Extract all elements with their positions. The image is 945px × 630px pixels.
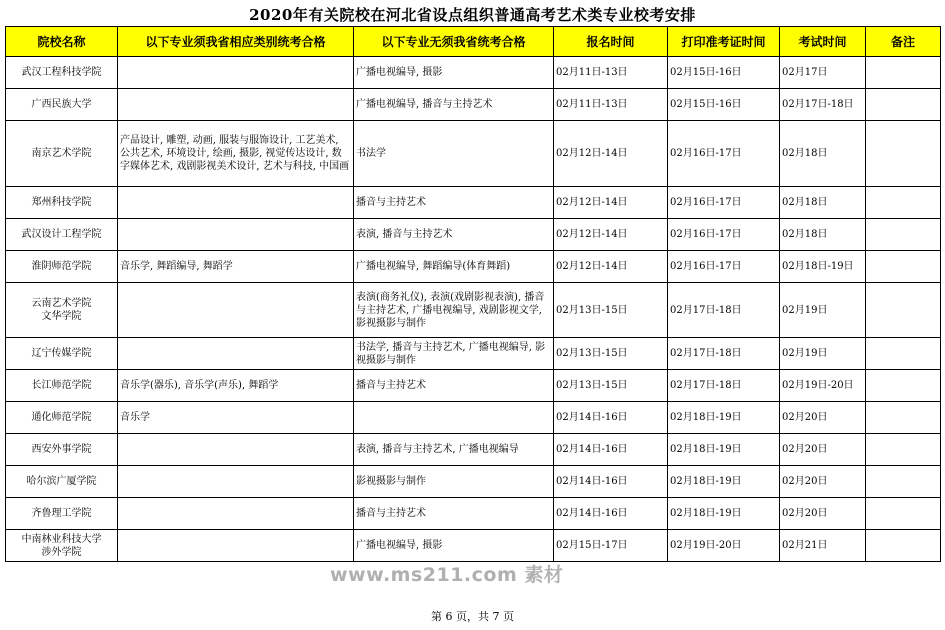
- unrequired-majors-cell: 表演, 播音与主持艺术, 广播电视编导: [354, 434, 554, 466]
- registration-time-cell: 02月13日-15日: [554, 283, 668, 338]
- registration-time-cell: 02月13日-15日: [554, 370, 668, 402]
- table-row: [6, 251, 941, 283]
- print-ticket-time-cell: 02月16日-17日: [668, 121, 780, 187]
- unrequired-majors-cell: 书法学, 播音与主持艺术, 广播电视编导, 影视摄影与制作: [354, 338, 554, 370]
- print-ticket-time-cell: 02月16日-17日: [668, 251, 780, 283]
- print-ticket-time-cell: 02月18日-19日: [668, 466, 780, 498]
- notes-cell: [866, 89, 941, 121]
- registration-time-cell: 02月14日-16日: [554, 466, 668, 498]
- table-row: [6, 219, 941, 251]
- unrequired-majors-cell: 表演, 播音与主持艺术: [354, 219, 554, 251]
- unrequired-majors-cell: 广播电视编导, 摄影: [354, 530, 554, 562]
- registration-time-cell: 02月15日-17日: [554, 530, 668, 562]
- print-ticket-time-cell: 02月16日-17日: [668, 187, 780, 219]
- unrequired-majors-cell: 播音与主持艺术: [354, 370, 554, 402]
- school-cell: 哈尔滨广厦学院: [6, 466, 118, 498]
- table-row: [6, 434, 941, 466]
- registration-time-cell: 02月12日-14日: [554, 187, 668, 219]
- required-majors-cell: [118, 466, 354, 498]
- exam-time-cell: 02月17日: [780, 57, 866, 89]
- school-cell: 武汉设计工程学院: [6, 219, 118, 251]
- document-title: 2020年有关院校在河北省设点组织普通高考艺术类专业校考安排: [249, 6, 696, 24]
- required-majors-cell: 音乐学, 舞蹈编导, 舞蹈学: [118, 251, 354, 283]
- registration-time-cell: 02月12日-14日: [554, 121, 668, 187]
- table-row: [6, 498, 941, 530]
- school-cell: 中南林业科技大学 涉外学院: [6, 530, 118, 562]
- school-cell: 通化师范学院: [6, 402, 118, 434]
- table-row: [6, 370, 941, 402]
- registration-time-cell: 02月14日-16日: [554, 402, 668, 434]
- table-row: [6, 338, 941, 370]
- header-school: 院校名称: [6, 27, 118, 57]
- notes-cell: [866, 498, 941, 530]
- unrequired-majors-cell: 影视摄影与制作: [354, 466, 554, 498]
- school-cell: 郑州科技学院: [6, 187, 118, 219]
- print-ticket-time-cell: 02月19日-20日: [668, 530, 780, 562]
- required-majors-cell: [118, 434, 354, 466]
- school-cell: 云南艺术学院 文华学院: [6, 283, 118, 338]
- required-majors-cell: [118, 89, 354, 121]
- unrequired-majors-cell: 书法学: [354, 121, 554, 187]
- print-ticket-time-cell: 02月16日-17日: [668, 219, 780, 251]
- print-ticket-time-cell: 02月17日-18日: [668, 370, 780, 402]
- watermark-text: www.ms211.com 素材: [330, 564, 564, 586]
- header-notes: 备注: [866, 27, 941, 57]
- header-registration-time: 报名时间: [554, 27, 668, 57]
- exam-time-cell: 02月20日: [780, 498, 866, 530]
- notes-cell: [866, 121, 941, 187]
- table-row: [6, 89, 941, 121]
- exam-time-cell: 02月21日: [780, 530, 866, 562]
- unrequired-majors-cell: 表演(商务礼仪), 表演(戏剧影视表演), 播音与主持艺术, 广播电视编导, 戏剧影视文学, 影视摄影与制作: [354, 283, 554, 338]
- unrequired-majors-cell: 播音与主持艺术: [354, 498, 554, 530]
- school-cell: 武汉工程科技学院: [6, 57, 118, 89]
- print-ticket-time-cell: 02月17日-18日: [668, 283, 780, 338]
- table-row: [6, 283, 941, 338]
- notes-cell: [866, 283, 941, 338]
- exam-time-cell: 02月17日-18日: [780, 89, 866, 121]
- school-cell: 长江师范学院: [6, 370, 118, 402]
- notes-cell: [866, 187, 941, 219]
- header-print-ticket-time: 打印准考证时间: [668, 27, 780, 57]
- header-required-majors: 以下专业须我省相应类别统考合格: [118, 27, 354, 57]
- table-row: [6, 466, 941, 498]
- print-ticket-time-cell: 02月15日-16日: [668, 57, 780, 89]
- print-ticket-time-cell: 02月17日-18日: [668, 338, 780, 370]
- print-ticket-time-cell: 02月18日-19日: [668, 434, 780, 466]
- table-row: [6, 530, 941, 562]
- notes-cell: [866, 466, 941, 498]
- required-majors-cell: 产品设计, 雕塑, 动画, 服装与服饰设计, 工艺美术, 公共艺术, 环境设计, 绘画, 摄影, 视觉传达设计, 数字媒体艺术, 戏剧影视美术设计, 艺术与科技, 中国画: [118, 121, 354, 187]
- exam-time-cell: 02月20日: [780, 434, 866, 466]
- print-ticket-time-cell: 02月15日-16日: [668, 89, 780, 121]
- registration-time-cell: 02月12日-14日: [554, 251, 668, 283]
- school-cell: 西安外事学院: [6, 434, 118, 466]
- registration-time-cell: 02月11日-13日: [554, 89, 668, 121]
- required-majors-cell: [118, 219, 354, 251]
- exam-time-cell: 02月20日: [780, 402, 866, 434]
- exam-time-cell: 02月18日: [780, 121, 866, 187]
- notes-cell: [866, 370, 941, 402]
- print-ticket-time-cell: 02月18日-19日: [668, 498, 780, 530]
- table-row: [6, 187, 941, 219]
- school-cell: 南京艺术学院: [6, 121, 118, 187]
- header-row: [6, 27, 941, 57]
- header-unrequired-majors: 以下专业无须我省统考合格: [354, 27, 554, 57]
- notes-cell: [866, 530, 941, 562]
- required-majors-cell: [118, 187, 354, 219]
- required-majors-cell: [118, 498, 354, 530]
- table-row: [6, 121, 941, 187]
- required-majors-cell: 音乐学: [118, 402, 354, 434]
- unrequired-majors-cell: 广播电视编导, 摄影: [354, 57, 554, 89]
- page-footer: 第 6 页，共 7 页: [431, 610, 514, 623]
- registration-time-cell: 02月11日-13日: [554, 57, 668, 89]
- school-cell: 辽宁传媒学院: [6, 338, 118, 370]
- registration-time-cell: 02月12日-14日: [554, 219, 668, 251]
- exam-time-cell: 02月18日-19日: [780, 251, 866, 283]
- unrequired-majors-cell: [354, 402, 554, 434]
- registration-time-cell: 02月14日-16日: [554, 434, 668, 466]
- required-majors-cell: 音乐学(器乐), 音乐学(声乐), 舞蹈学: [118, 370, 354, 402]
- school-cell: 齐鲁理工学院: [6, 498, 118, 530]
- registration-time-cell: 02月14日-16日: [554, 498, 668, 530]
- notes-cell: [866, 251, 941, 283]
- school-cell: 淮阴师范学院: [6, 251, 118, 283]
- notes-cell: [866, 338, 941, 370]
- print-ticket-time-cell: 02月18日-19日: [668, 402, 780, 434]
- registration-time-cell: 02月13日-15日: [554, 338, 668, 370]
- exam-time-cell: 02月19日: [780, 283, 866, 338]
- notes-cell: [866, 434, 941, 466]
- school-cell: 广西民族大学: [6, 89, 118, 121]
- unrequired-majors-cell: 广播电视编导, 舞蹈编导(体育舞蹈): [354, 251, 554, 283]
- exam-time-cell: 02月19日: [780, 338, 866, 370]
- notes-cell: [866, 57, 941, 89]
- required-majors-cell: [118, 530, 354, 562]
- exam-time-cell: 02月18日: [780, 187, 866, 219]
- required-majors-cell: [118, 57, 354, 89]
- notes-cell: [866, 219, 941, 251]
- schedule-table: [5, 26, 941, 562]
- table-row: [6, 57, 941, 89]
- required-majors-cell: [118, 283, 354, 338]
- exam-time-cell: 02月20日: [780, 466, 866, 498]
- table-row: [6, 402, 941, 434]
- notes-cell: [866, 402, 941, 434]
- exam-time-cell: 02月18日: [780, 219, 866, 251]
- exam-time-cell: 02月19日-20日: [780, 370, 866, 402]
- unrequired-majors-cell: 播音与主持艺术: [354, 187, 554, 219]
- unrequired-majors-cell: 广播电视编导, 播音与主持艺术: [354, 89, 554, 121]
- header-exam-time: 考试时间: [780, 27, 866, 57]
- required-majors-cell: [118, 338, 354, 370]
